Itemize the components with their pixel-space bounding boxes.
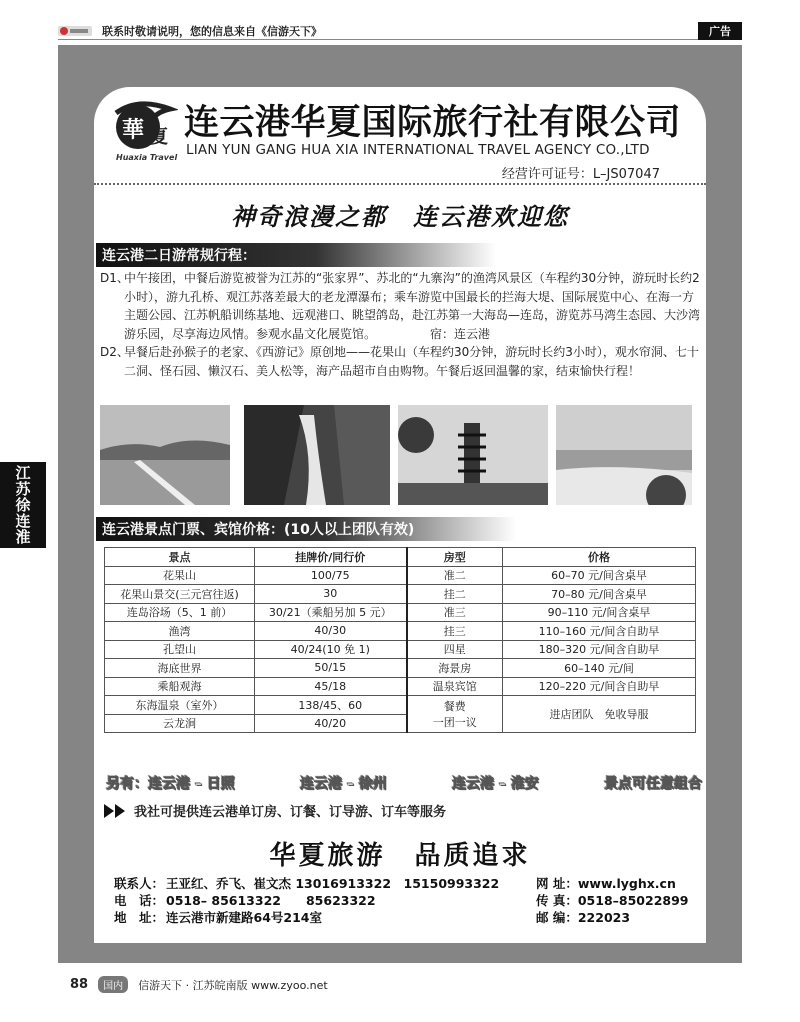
itinerary-text [100,269,704,380]
spot-price: 100/75 [255,566,407,585]
service-line [104,801,446,820]
contact-person: 王亚红、乔飞、崔文杰 13016913322 15150993322 [166,876,500,891]
spot-price: 40/24(10 免 1) [255,640,407,659]
table-row [105,603,696,622]
address-label: 地 址： [114,910,165,925]
spot-price: 45/18 [255,677,407,696]
postcode: 222023 [577,910,631,925]
spot-name: 花果山 [105,566,255,585]
company-name-en: LIAN YUN GANG HUA XIA INTERNATIONAL TRAVEL AGENCY CO.,LTD [186,142,650,158]
meal-negotiable: 一团一议 [432,716,477,729]
room-price: 70–80 元/间含桌早 [503,585,696,604]
room-price: 110–160 元/间含自助早 [503,622,696,641]
table-row [105,585,696,604]
spot-price: 40/30 [255,622,407,641]
spot-name: 云龙涧 [105,714,255,733]
phone-numbers: 0518– 85613322 85623322 [166,893,376,908]
price-title: 连云港景点门票、宾馆价格：(10人以上团队有效) [96,517,516,541]
spot-price: 30/21（乘船另加 5 元） [255,603,407,622]
contact-note: 联系时敬请说明，您的信息来自《信游天下》 [102,24,322,38]
day-label: D1、 [100,271,129,285]
photo-sea-dike [100,405,230,505]
contact-line [114,909,704,926]
publication-logo [58,24,94,38]
contact-block [114,875,704,926]
spot-price: 40/20 [255,714,407,733]
combo-item: 景点可任意组合 [604,776,702,792]
table-row [105,677,696,696]
spot-price: 30 [255,585,407,604]
day-label: D2、 [100,345,129,359]
license-number: 经营许可证号：L–JS07047 [501,167,660,182]
spot-name: 连岛浴场（5、1 前） [105,603,255,622]
contact-line [114,892,704,909]
spot-name: 东海温泉（室外） [105,696,255,715]
region-side-tab: 江苏徐连淮 [0,462,46,548]
spot-name: 孔望山 [105,640,255,659]
route-combos [106,773,702,793]
postcode-label: 邮 编： [536,910,578,925]
col-header-spot: 景点 [105,548,255,567]
col-header-room: 房型 [407,548,503,567]
table-row [105,566,696,585]
address: 连云港市新建路64号214室 [166,910,322,925]
huaxia-logo-icon [108,99,178,151]
company-name-cn: 连云港华夏国际旅行社有限公司 [184,103,682,143]
fax-label: 传 真： [536,893,578,908]
ad-card [94,87,706,943]
top-bar [58,22,742,40]
spot-name: 乘船观海 [105,677,255,696]
spot-price: 50/15 [255,659,407,678]
combo-item: 另有：连云港 – 日照 [106,776,235,792]
room-type: 四星 [407,640,503,659]
room-price: 120–220 元/间含自助早 [503,677,696,696]
price-table [104,547,696,733]
web-label: 网 址： [536,876,578,891]
room-price: 180–320 元/间含自助早 [503,640,696,659]
welcome-slogan: 神奇浪漫之都 连云港欢迎您 [231,203,569,231]
combo-item: 连云港 – 徐州 [300,776,387,792]
day-text: 中午接团，中餐后游览被誉为江苏的“张家界”、苏北的“九寨沟”的渔湾风景区（车程约30分钟，游玩时长约2小时），游九孔桥、观江苏落差最大的老龙潭瀑布；乘车游览中国最长的拦海大堤、国际展览中心、在海一方主题公园、江苏帆船训练基地、远观港口、眺望鸽岛，赴江苏第一大海岛—连岛，游览苏马湾生态园、大沙湾游乐园，尽享海边风情。参观水晶文化展览馆。 宿：连云港 [124,271,701,341]
combo-item: 连云港 – 淮安 [452,776,539,792]
day-text: 早餐后赴孙猴子的老家、《西游记》原创地——花果山（车程约30分钟，游玩时长约3小时），观水帘洞、七十二洞、怪石园、懒汉石、美人松等，海产品超市自由购物。午餐后返回温馨的家，结束愉快行程！ [124,345,699,378]
room-price: 60–140 元/间 [503,659,696,678]
svg-text:夏: 夏 [150,127,168,148]
itinerary-day [100,343,704,380]
photo-pagoda [398,405,548,505]
table-row [105,659,696,678]
svg-text:華: 華 [122,117,145,143]
phone-label: 电 话： [114,893,165,908]
double-arrow-icon [104,804,128,818]
room-price: 90–110 元/间含桌早 [503,603,696,622]
page-number: 88 [70,977,89,992]
table-row [105,622,696,641]
footer-text: 信游天下 · 江苏皖南版 www.zyoo.net [138,978,328,992]
ad-frame [58,45,742,963]
room-type: 挂二 [407,585,503,604]
spot-name: 花果山景交(三元宫往返) [105,585,255,604]
spot-name: 海底世界 [105,659,255,678]
room-price: 60–70 元/间含桌早 [503,566,696,585]
meal-note: 进店团队 免收导服 [503,696,696,733]
room-type: 准三 [407,603,503,622]
room-type: 温泉宾馆 [407,677,503,696]
contact-line [114,875,704,892]
table-row [105,640,696,659]
meal-label: 餐费 [443,700,466,713]
page-footer [70,976,328,993]
table-header-row [105,548,696,567]
website-link[interactable]: www.lyghx.cn [577,876,676,891]
fax-number: 0518–85022899 [577,893,689,908]
room-type: 准二 [407,566,503,585]
quality-slogan: 华夏旅游 品质追求 [269,841,531,871]
divider [94,183,706,185]
itinerary-day [100,269,704,343]
logo-text: Huaxia Travel [116,153,178,162]
photo-beach [556,405,692,505]
itinerary-title: 连云港二日游常规行程： [96,243,496,267]
contact-label: 联系人： [114,876,165,891]
spot-price: 138/45、60 [255,696,407,715]
table-row [105,696,696,715]
section-badge: 国内 [98,976,128,993]
room-type: 海景房 [407,659,503,678]
spot-name: 渔湾 [105,622,255,641]
room-type: 挂三 [407,622,503,641]
meal-cell [407,696,503,733]
col-header-room-price: 价格 [503,548,696,567]
col-header-price: 挂牌价/同行价 [255,548,407,567]
ad-tag: 广告 [698,22,742,40]
photo-waterfall [244,405,390,505]
service-text: 我社可提供连云港单订房、订餐、订导游、订车等服务 [134,805,447,820]
